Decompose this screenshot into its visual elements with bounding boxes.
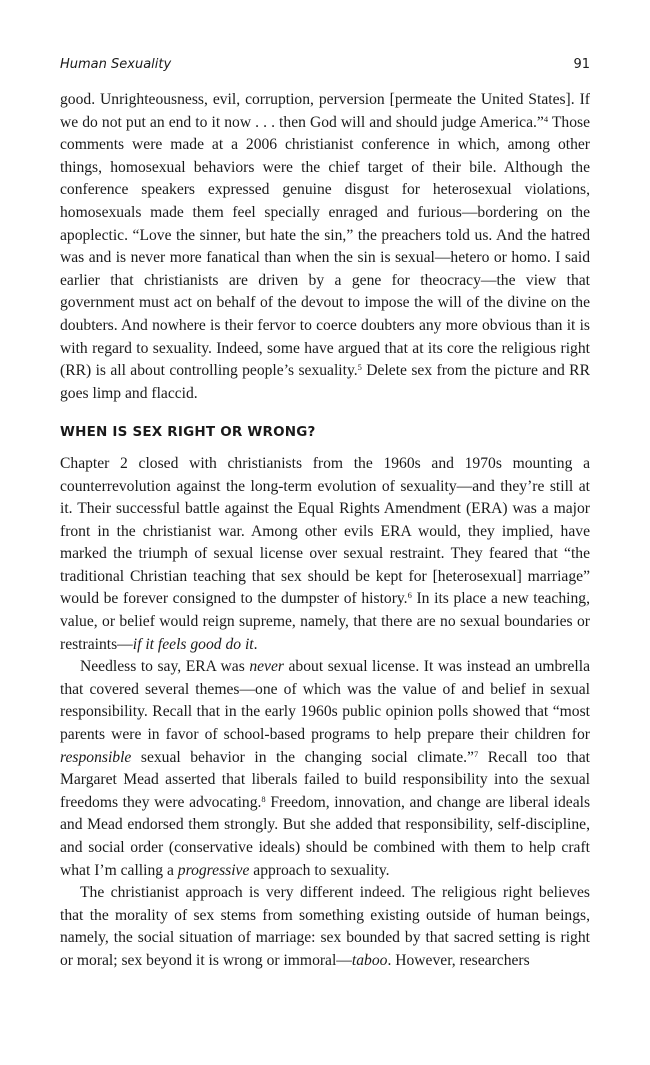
text-run: . However, researchers <box>387 951 530 969</box>
paragraph-3 <box>60 656 590 882</box>
paragraph-1 <box>60 89 590 405</box>
footnote-ref-4: 4 <box>543 113 549 124</box>
running-header <box>60 57 590 79</box>
page-number: 91 <box>573 57 590 72</box>
text-run: Those comments were made at a 2006 christianist conference in which, among other things, homosexual behaviors were the chief target of their bile. Although the conference speakers expressed genuine disgust for heterosexual violations, homosexuals made them feel specially enraged and furious—bordering on the apoplectic. “Love the sinner, but hate the sin,” the preachers told us. And the hatred was and is never more fanatical than when the sin is sexual—hetero or homo. I said earlier that christianists are driven by a gene for theocracy—the view that government must act on behalf of the devout to impose the will of the divine on the doubters. And nowhere is their fervor to coerce doubters any more obvious than it is with regard to sexuality. Indeed, some have argued that at its core the religious right (RR) is all about controlling people’s sexuality. <box>60 113 590 380</box>
emphasis: progressive <box>177 861 250 879</box>
text-run: sexual behavior in the changing social climate.” <box>131 748 474 766</box>
running-title: Human Sexuality <box>60 57 172 72</box>
text-run: approach to sexuality. <box>249 861 390 879</box>
emphasis: taboo <box>351 951 388 969</box>
body-text <box>60 89 590 973</box>
text-run: Recall too that Margaret Mead asserted that liberals failed to build responsibility into the sexual freedoms they were advocating. <box>60 748 590 811</box>
footnote-ref-7: 7 <box>473 748 479 759</box>
footnote-ref-6: 6 <box>407 590 412 601</box>
text-run: Delete sex from the picture and RR goes limp and flaccid. <box>60 362 590 402</box>
text-run: about sexual license. It was instead an umbrella that covered several themes—one of which was the value of and belief in sexual responsibility. Recall that in the early 1960s public opinion polls showed that “most parents were in favor of school-based programs to help prepare their children for <box>60 658 591 744</box>
footnote-ref-8: 8 <box>261 793 266 804</box>
text-run: good. Unrighteousness, evil, corruption, perversion [permeate the United States]. If we do not put an end to it now . . . then God will and should judge America.” <box>60 91 590 131</box>
emphasis: if it feels good do it <box>132 635 254 653</box>
paragraph-2 <box>60 453 590 656</box>
emphasis: never <box>249 658 284 676</box>
text-run: Chapter 2 closed with christianists from the 1960s and 1970s mounting a counterrevolution against the long-term evolution of sexuality—and they’re still at it. Their successful battle against the Equal Rights Amendment (ERA) was a major front in the christianist war. Among other evils ERA would, they implied, have marked the triumph of sexual license over sexual restraint. They feared that “the traditional Christian teaching that sex should be kept for [heterosexual] marriage” would be forever consigned to the dumpster of history. <box>60 454 590 608</box>
footnote-ref-5: 5 <box>357 362 362 373</box>
text-run: In its place a new teaching, value, or belief would reign supreme, namely, that there are no sexual boundaries or restraints— <box>60 590 590 653</box>
text-run: The christianist approach is very different indeed. The religious right believes that the morality of sex stems from something existing outside of human beings, namely, the social situation of marriage: sex bounded by that sacred setting is right or moral; sex beyond it is wrong or immoral— <box>60 884 590 969</box>
paragraph-4 <box>60 882 590 972</box>
section-heading: WHEN IS SEX RIGHT OR WRONG? <box>60 424 316 441</box>
text-run: . <box>253 635 258 653</box>
text-run: Freedom, innovation, and change are liberal ideals and Mead endorsed them strongly. But she added that responsibility, self-discipline, and social order (conservative ideals) should be combined with them to help craft what I’m calling a <box>60 793 591 879</box>
text-run: Needless to say, ERA was <box>80 658 250 676</box>
emphasis: responsible <box>60 748 132 766</box>
